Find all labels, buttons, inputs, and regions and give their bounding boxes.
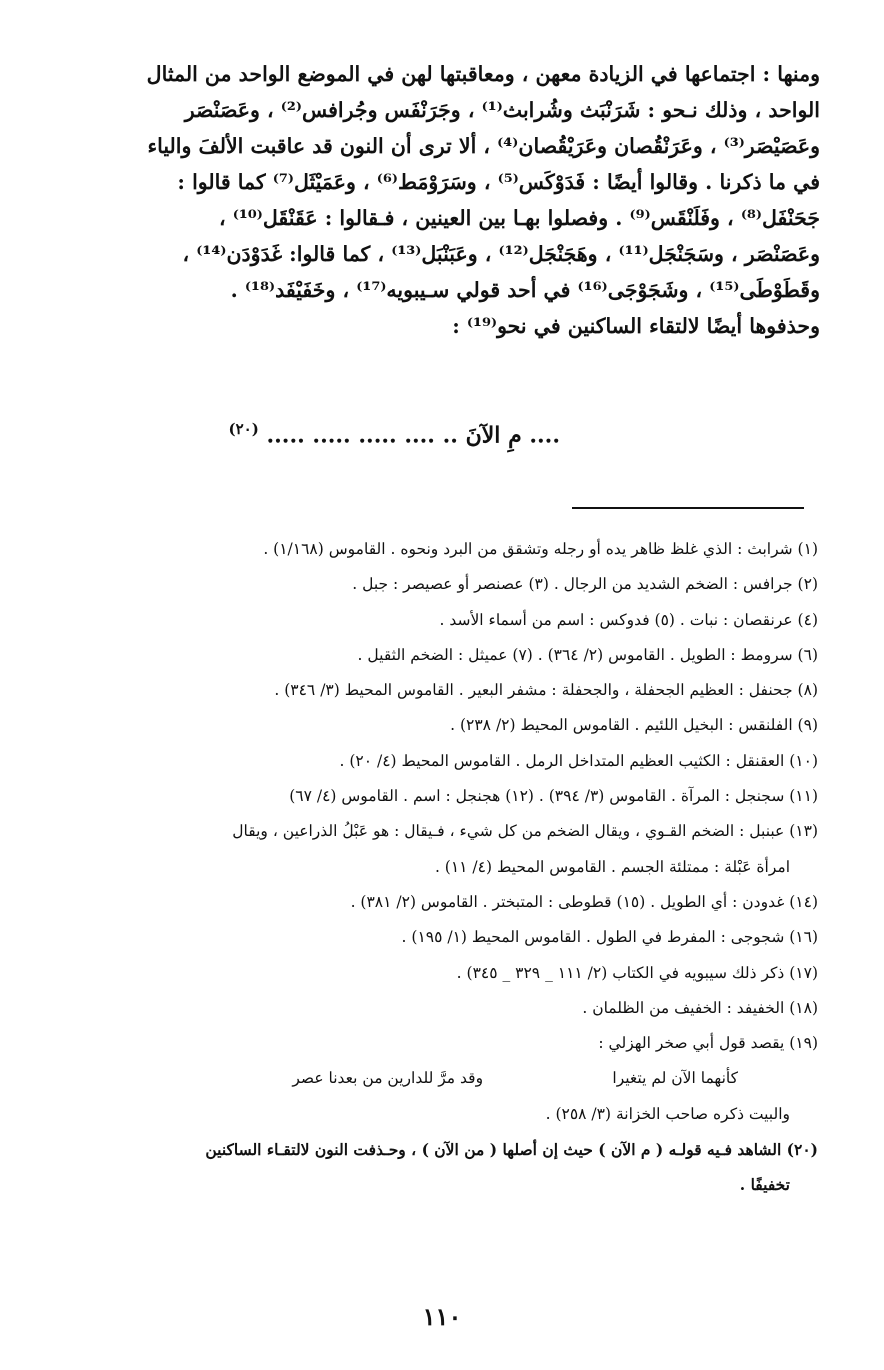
main-text-line: وحذفوها أيضًا لالتقاء الساكنين في نحو⁽¹⁹⁾ : (452, 314, 820, 338)
main-text-line: الواحد ، وذلك نـحو : شَرَنْبَث وشُرابث⁽¹⁾ ، وجَرَنْفَس وجُرافس⁽²⁾ ، وعَصَنْصَر (184, 98, 820, 122)
poem-verse (60, 1061, 818, 1096)
footnote: (١١) سجنجل : المرآة . القاموس (٣/ ٣٩٤) . (١٢) هجنجل : اسم . القاموس (٤/ ٦٧) (289, 787, 818, 806)
main-text-line: وعَصَيْصَر⁽³⁾ ، وعَرَنْقُصان وعَرَيْقُصان⁽⁴⁾ ، ألا ترى أن النون قد عاقبت الألفَ والياء (147, 134, 820, 158)
footnote: (١٨) الخفيفد : الخفيف من الظلمان . (582, 998, 818, 1017)
footnote-continuation: والبيت ذكره صاحب الخزانة (٣/ ٢٥٨) . (545, 1104, 790, 1123)
footnote: (١٠) العقنقل : الكثيب العظيم المتداخل الرمل . القاموس المحيط (٤/ ٢٠) . (339, 751, 818, 770)
main-text-line: وعَصَنْصَر ، وسَجَنْجَل⁽¹¹⁾ ، وهَجَنْجَل⁽¹²⁾ ، وعَبَنْبَل⁽¹³⁾ ، كما قالوا: غَدَوْدَن⁽¹⁴⁾ ، (182, 242, 820, 266)
footnote-continuation: تخفيفًا . (739, 1175, 790, 1195)
verse-text: .... مِ الآنَ .. .... ..... ..... ..... (266, 422, 560, 449)
verse-quotation (180, 420, 560, 448)
verse-footnote-marker: (٢٠) (228, 420, 259, 438)
footnote: (٩) الفلنقس : البخيل اللئيم . القاموس المحيط (٢/ ٢٣٨) . (450, 716, 818, 735)
main-body-text (60, 56, 820, 344)
page-number: ١١٠ (422, 1302, 462, 1331)
footnote: (٢) جرافس : الضخم الشديد من الرجال . (٣) عصنصر أو عصيصر : جبل . (352, 575, 818, 594)
poem-hemistich-first: كأنهما الآن لم يتغيرا (612, 1069, 738, 1088)
footnote: (١٦) شجوجى : المفرط في الطول . القاموس المحيط (١/ ١٩٥) . (401, 928, 818, 947)
footnote: (٤) عرنقصان : نبات . (٥) فدوكس : اسم من أسماء الأسد . (439, 610, 818, 629)
main-text-line: جَحَنْفَل⁽⁸⁾ ، وفَلَنْقَس⁽⁹⁾ . وفصلوا بهـا بين العينين ، فـقالوا : عَقَنْقَل⁽¹⁰⁾ ، (218, 206, 820, 230)
footnote: (١) شرابث : الذي غلظ ظاهر يده أو رجله وتشقق من البرد ونحوه . القاموس (١/١٦٨) . (263, 540, 818, 558)
footnote-divider (572, 507, 804, 509)
footnote: (١٣) عبنبل : الضخم القـوي ، ويقال الضخم من كل شيء ، فـيقال : هو عَبْلُ الذراعين ، ويقال (232, 822, 818, 841)
footnote: (١٩) يقصد قول أبي صخر الهزلي : (598, 1034, 818, 1053)
footnote-continuation: امرأة عَبْلة : ممتلئة الجسم . القاموس المحيط (٤/ ١١) . (434, 857, 790, 876)
footnote: (٢٠) الشاهد فـيه قولـه ( م الآن ) حيث إن أصلها ( من الآن ) ، وحـذفت النون لالتقـاء الساكنين (205, 1140, 818, 1160)
footnote: (٦) سرومط : الطويل . القاموس (٢/ ٣٦٤) . (٧) عميثل : الضخم الثقيل . (357, 645, 818, 664)
footnote: (٨) جحنفل : العظيم الجحفلة ، والجحفلة : مشفر البعير . القاموس المحيط (٣/ ٣٤٦) . (274, 681, 818, 700)
main-text-line: وقَطَوْطَى⁽¹⁵⁾ ، وشَجَوْجَى⁽¹⁶⁾ في أحد قولي سـيبويه⁽¹⁷⁾ ، وخَفَيْفَد⁽¹⁸⁾ . (230, 278, 820, 302)
main-text-line: في ما ذكرنا . وقالوا أيضًا : فَدَوْكَس⁽⁵⁾ ، وسَرَوْمَط⁽⁶⁾ ، وعَمَيْثَل⁽⁷⁾ كما قالوا : (177, 170, 820, 194)
footnote: (١٧) ذكر ذلك سيبويه في الكتاب (٢/ ١١١ _ ٣٢٩ _ ٣٤٥) . (456, 963, 818, 982)
poem-hemistich-second: وقد مرَّ للدارين من بعدنا عصر (292, 1069, 484, 1088)
footnotes-section (60, 532, 818, 1203)
main-text-line: ومنها : اجتماعها في الزيادة معهن ، ومعاقبتها لهن في الموضع الواحد من المثال (146, 62, 820, 86)
footnote: (١٤) غدودن : أي الطويل . (١٥) قطوطى : المتبختر . القاموس (٢/ ٣٨١) . (350, 892, 818, 911)
